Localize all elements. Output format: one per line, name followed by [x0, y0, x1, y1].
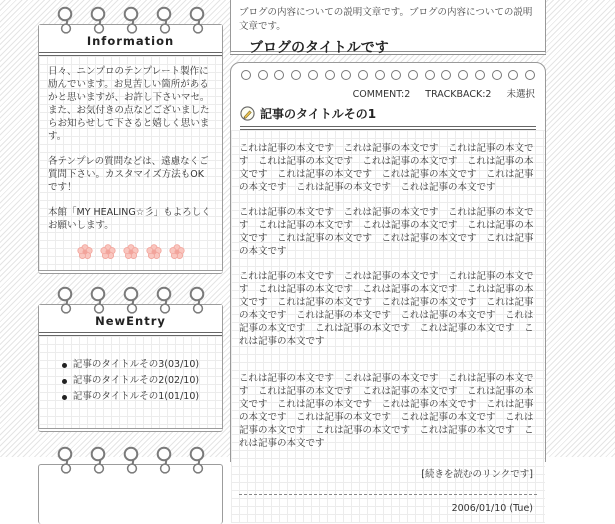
ring-hole-icon — [258, 70, 268, 80]
info-paragraph: 本館「MY HEALING☆彡」もよろしくお願いします。 — [48, 207, 211, 231]
sidebar — [38, 6, 223, 524]
info-card-block — [38, 6, 223, 274]
ring-hole-icon — [475, 70, 485, 80]
pencil-icon — [240, 106, 255, 121]
article-title[interactable]: 記事のタイトルその1 — [260, 107, 377, 121]
new-entry-item-label: 記事のタイトルその1(01/10) — [72, 391, 200, 402]
new-entry-item[interactable] — [62, 373, 199, 389]
category-link[interactable]: 未選択 — [506, 89, 535, 100]
ring-hole-icon — [425, 70, 435, 80]
spiral-ring-icon — [186, 6, 208, 36]
flower-icon — [169, 244, 185, 260]
blog-header — [230, 0, 546, 55]
ring-hole-icon — [525, 70, 535, 80]
info-paragraph: 日々、ニンプロのテンプレート製作に励んでいます。お見苦しい箇所があるかと思いますが、お許し下さいマセ。また、お気付きの点などございましたらお知らせして下さると嬉しく思います。 — [48, 66, 210, 142]
comment-count-link[interactable]: COMMENT:2 — [352, 89, 411, 100]
blog-title[interactable]: ブログのタイトルです — [249, 40, 389, 56]
article-title-row — [240, 105, 536, 130]
spiral-ring-icon — [186, 446, 208, 476]
spiral-ring-icon — [120, 6, 142, 36]
spiral-ring-icon — [54, 446, 76, 476]
trackback-count-link[interactable]: TRACKBACK:2 — [425, 89, 492, 100]
spiral-ring-icon — [120, 286, 142, 316]
entry-meta — [231, 80, 545, 100]
flower-row — [48, 244, 213, 260]
spiral-ring-icon — [153, 286, 175, 316]
ring-hole-icon — [325, 70, 335, 80]
ring-hole-icon — [375, 70, 385, 80]
info-card-body — [39, 56, 222, 270]
info-card-rings — [38, 6, 223, 36]
main-article-card — [230, 62, 546, 514]
info-card-title: Information — [39, 25, 222, 56]
bullet-icon — [62, 379, 67, 384]
ring-hole-icon — [274, 70, 284, 80]
new-entry-card-body — [39, 336, 222, 428]
ring-holes-row — [231, 63, 545, 80]
article-paragraph: これは記事の本文です これは記事の本文です これは記事の本文です これは記事の本文です これは記事の本文です これは記事の本文です これは記事の本文です これは記事の本文です これは記事の本文です — [239, 207, 534, 257]
flower-icon — [123, 244, 139, 260]
info-paragraph: 各テンプレの質問などは、遠慮なくご質問下さい。カスタマイズ方法もOKです！ — [48, 156, 209, 193]
flower-icon — [77, 244, 93, 260]
article-paragraph: これは記事の本文です これは記事の本文です これは記事の本文です これは記事の本文です これは記事の本文です これは記事の本文です これは記事の本文です これは記事の本文です これは記事の本文です これは記事の本文です これは記事の本文です これは記事の本文です これは記事の本文です これは記事の本文です これは記事の本文です — [239, 271, 534, 347]
ring-hole-icon — [358, 70, 368, 80]
ring-hole-icon — [492, 70, 502, 80]
ring-hole-icon — [408, 70, 418, 80]
info-card — [38, 24, 223, 274]
new-entry-card-block — [38, 286, 223, 432]
new-entry-card-rings — [38, 286, 223, 316]
read-more-link[interactable]: [続きを読むのリンクです] — [421, 469, 533, 480]
spiral-ring-icon — [186, 286, 208, 316]
ring-hole-icon — [291, 70, 301, 80]
new-entry-item-label: 記事のタイトルその3(03/10) — [72, 359, 200, 370]
article-paragraph: これは記事の本文です これは記事の本文です これは記事の本文です これは記事の本文です これは記事の本文です これは記事の本文です これは記事の本文です これは記事の本文です これは記事の本文です これは記事の本文です これは記事の本文です — [239, 143, 534, 193]
spiral-ring-icon — [87, 446, 109, 476]
new-entry-list — [62, 357, 199, 405]
spiral-ring-icon — [87, 6, 109, 36]
new-entry-card — [38, 304, 223, 432]
third-card-block — [38, 446, 223, 524]
spiral-ring-icon — [54, 286, 76, 316]
ring-hole-icon — [391, 70, 401, 80]
ring-hole-icon — [308, 70, 318, 80]
article-paragraph: これは記事の本文です これは記事の本文です これは記事の本文です これは記事の本文です これは記事の本文です これは記事の本文です これは記事の本文です これは記事の本文です これは記事の本文です これは記事の本文です これは記事の本文です これは記事の本文です これは記事の本文です これは記事の本文です これは記事の本文です — [239, 373, 534, 449]
entry-date: 2006/01/10 (Tue) — [451, 503, 533, 514]
blog-description: ブログの内容についての説明文章です。ブログの内容についての説明文章です。 — [239, 7, 533, 32]
new-entry-item[interactable] — [62, 357, 199, 373]
new-entry-card-title: NewEntry — [39, 305, 222, 336]
ring-hole-icon — [241, 70, 251, 80]
bullet-icon — [62, 363, 67, 368]
flower-icon — [100, 244, 116, 260]
flower-icon — [146, 244, 162, 260]
ring-hole-icon — [341, 70, 351, 80]
new-entry-item[interactable] — [62, 389, 199, 405]
spiral-ring-icon — [87, 286, 109, 316]
spiral-ring-icon — [54, 6, 76, 36]
ring-hole-icon — [458, 70, 468, 80]
ring-hole-icon — [508, 70, 518, 80]
article-body — [231, 130, 545, 523]
new-entry-item-label: 記事のタイトルその2(02/10) — [72, 375, 200, 386]
ring-hole-icon — [441, 70, 451, 80]
spiral-ring-icon — [120, 446, 142, 476]
spiral-ring-icon — [153, 6, 175, 36]
spiral-ring-icon — [153, 446, 175, 476]
bullet-icon — [62, 395, 67, 400]
third-card-rings — [38, 446, 223, 476]
